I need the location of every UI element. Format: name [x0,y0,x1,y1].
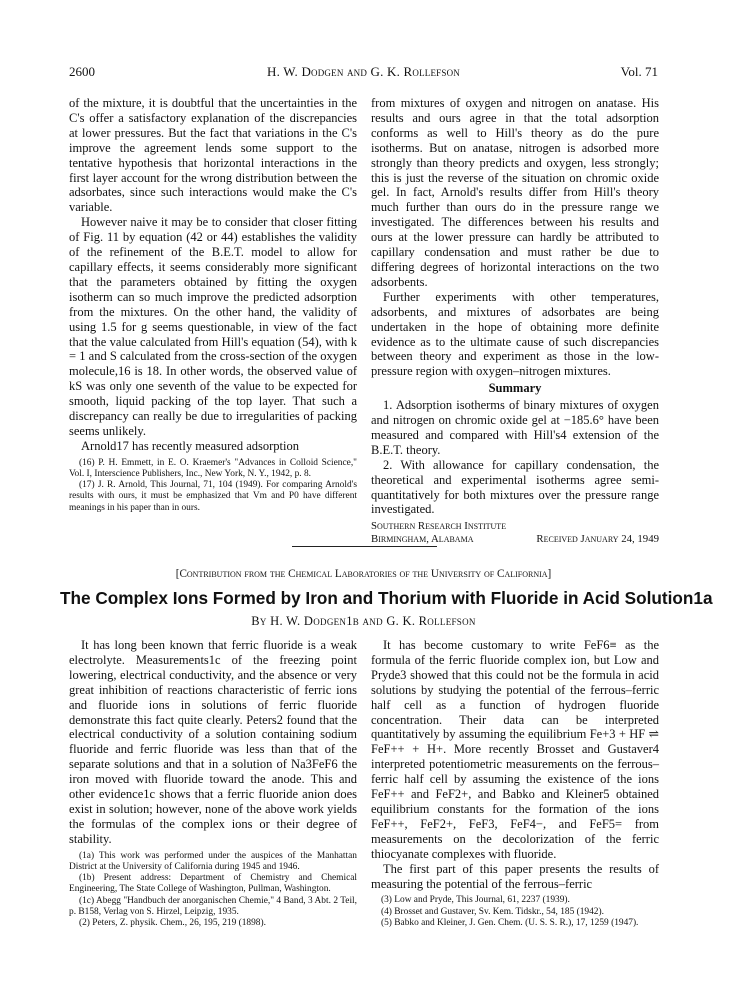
footnote: (17) J. R. Arnold, This Journal, 71, 104 (1949). For comparing Arnold's results with ours, it must be emphasized that Vm and P0 have different meanings in his paper than in ours. [69,480,357,513]
footnote: (1a) This work was performed under the auspices of the Manhattan District at the University of California during 1945 and 1946. [69,850,357,872]
section-divider [292,546,437,547]
page-number: 2600 [69,64,95,79]
footnote: (1c) Abegg "Handbuch der anorganischen Chemie," 4 Band, 3 Abt. 2 Teil, p. B158, Verlag von S. Hirzel, Leipzig, 1935. [69,895,357,917]
paragraph: The first part of this paper presents the results of measuring the potential of the ferrous–ferric [371,861,659,891]
paragraph: Arnold17 has recently measured adsorption [81,438,299,453]
right-column-bottom [371,638,659,929]
running-header [69,64,658,84]
paragraph: It has become customary to write FeF6≡ as the formula of the ferric fluoride complex ion, but Low and Pryde3 showed that this could not be the formula in acid solutions by studying the potential of the ferrous–ferric half cell as a function of hydrogen fluoride concentration. Their data can be interpreted quantitatively by assuming the equilibrium Fe+3 + HF ⇌ FeF++ + H+. More recently Brosset and Gustaver4 interpreted potentiometric measurements on the ferrous–ferric half cell by assuming the existence of the ions FeF++ and FeF2+, and Babko and Kleiner5 obtained equilibrium constants for the formation of the ions FeF++, FeF2+, FeF3, FeF4−, and FeF5= from measurements on the decolorization of the ferric thiocyanate complexes with fluoride. [371,638,659,861]
institution-city: Birmingham, Alabama [371,533,474,546]
footnote: (3) Low and Pryde, This Journal, 61, 2237 (1939). [381,895,570,906]
article-title: The Complex Ions Formed by Iron and Thorium with Fluoride in Acid Solution1a [60,588,713,608]
summary-item: 2. With allowance for capillary condensation, the theoretical and experimental isotherms agree semi-quantitatively for both mixtures over the pressure range investigated. [371,457,659,517]
right-column-top [371,96,659,546]
running-authors: H. W. Dodgen and G. K. Rollefson [267,64,460,79]
left-column-top [69,96,357,514]
footnote: (2) Peters, Z. physik. Chem., 26, 195, 219 (1898). [79,917,266,928]
institution-block [371,520,659,546]
footnote: (16) P. H. Emmett, in E. O. Kraemer's "Advances in Colloid Science," Vol. I, Interscience Publishers, Inc., New York, N. Y., 1942, p. 8. [69,457,357,479]
contribution-line: [Contribution from the Chemical Laboratories of the University of California] [175,568,552,580]
byline: By H. W. Dodgen1b and G. K. Rollefson [251,614,476,628]
paragraph: of the mixture, it is doubtful that the uncertainties in the C's offer a satisfactory explanation of the discrepancies at lower pressures. But the fact that variations in the C's improve the agreement lends some support to the tentative hypothesis that horizontal interactions in the first layer account for the wrong distribution between the adsorbates, since such interactions would make the C's variable. [69,96,357,215]
paragraph: It has long been known that ferric fluoride is a weak electrolyte. Measurements1c of the freezing point lowering, electrical conductivity, and the absence or very great inhibition of reactions characteristic of ferric ions and fluoride ions in solutions of ferric fluoride demonstrate this fact quite clearly. Peters2 found that the electrical conductivity of a solution containing sodium fluoride and ferric fluoride was less than that of the separate solutions and that in a solution of Na3FeF6 the iron moved with fluoride toward the anode. This and other evidence1c shows that a ferric fluoride anion does exist in solution; however, none of the above work yields the formulas of the complex ions or their degree of stability. [69,638,357,846]
paragraph: Further experiments with other temperatures, adsorbents, and mixtures of adsorbates are being undertaken in the hope of obtaining more definite evidence as to the ultimate cause of such discrepancies between theory and experiment as those in the low-pressure region with oxygen–nitrogen mixtures. [371,289,659,379]
left-column-bottom [69,638,357,929]
paragraph: However naive it may be to consider that closer fitting of Fig. 11 by equation (42 or 44) establishes the validity of the refinement of the B.E.T. model to allow for capillary effects, it seems considerably more significant that the parameters obtained by fitting the oxygen isotherm can so much improve the predicted adsorption from the mixtures. On the other hand, the validity of using 1.5 for g seems questionable, in view of the fact that the value calculated from Hill's equation (54), with k = 1 and S calculated from the cross-section of the oxygen molecule,16 is 18. In other words, the observed value of kS was only one seventh of the value to be expected for smooth, liquid packing of the top layer. That such a discrepancy can really be due to irregularities of packing seems unlikely. [69,215,357,438]
paragraph: from mixtures of oxygen and nitrogen on anatase. His results and ours agree in that the total adsorption conforms as well to Hill's theory as do the pure isotherms. But on anatase, nitrogen is adsorbed more strongly than theory predicts and oxygen, less strongly; this is just the reverse of the situation on chromic oxide gel. In fact, Arnold's results differ from Hill's theory much further than ours do in the pressure range we investigated. The differences between his results and ours at the lower pressure can hardly be attributed to capillary condensation and must rather be due to differing degrees of horizontal interactions on the two adsorbents. [371,96,659,289]
footnote: (1b) Present address: Department of Chemistry and Chemical Engineering, The State College of Washington, Pullman, Washington. [69,873,357,895]
institution-name: Southern Research Institute [371,520,507,533]
received-date: Received January 24, 1949 [536,533,659,546]
footnote: (4) Brosset and Gustaver, Sv. Kem. Tidskr., 54, 185 (1942). [381,906,604,917]
volume-label: Vol. 71 [620,64,658,79]
summary-item: 1. Adsorption isotherms of binary mixtures of oxygen and nitrogen on chromic oxide gel at −185.6° have been measured and compared with Hill's4 extension of the B.E.T. theory. [371,398,659,457]
footnote: (5) Babko and Kleiner, J. Gen. Chem. (U. S. S. R.), 17, 1259 (1947). [381,917,639,928]
summary-heading: Summary [488,381,542,396]
